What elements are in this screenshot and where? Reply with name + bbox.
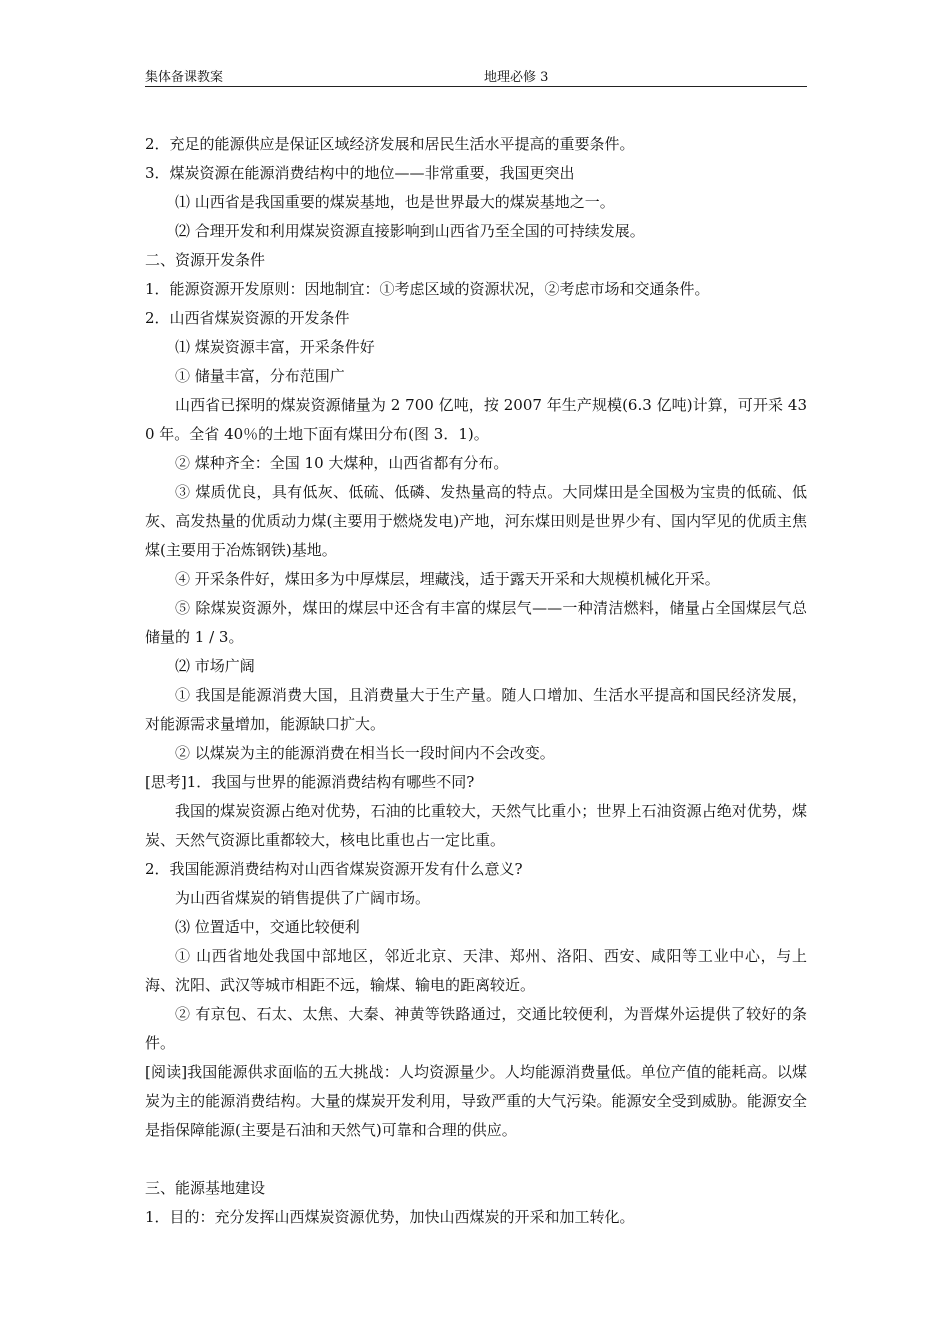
sub-item: ⑴ 煤炭资源丰富，开采条件好 [175,338,375,356]
section-heading: 三、能源基地建设 [145,1179,266,1197]
sub-item: ⑵ 市场广阔 [175,657,255,675]
paragraph: 2．充足的能源供应是保证区域经济发展和居民生活水平提高的重要条件。 [145,135,635,153]
answer: 为山西省煤炭的销售提供了广阔市场。 [175,889,431,907]
paragraph: ③ 煤质优良，具有低灰、低硫、低磷、发热量高的特点。大同煤田是全国极为宝贵的低硫、低灰、高发热量的优质动力煤(主要用于燃烧发电)产地，河东煤田则是世界少有、国内罕见的优质主焦煤(主要用于冶炼钢铁)基地。 [145,483,807,559]
paragraph: 山西省已探明的煤炭资源储量为 2 700 亿吨，按 2007 年生产规模(6.3 亿吨)计算，可开采 430 年。全省 40％的土地下面有煤田分布(图 3．1)。 [145,396,807,443]
paragraph: ② 有京包、石太、太焦、大秦、神黄等铁路通过，交通比较便利，为晋煤外运提供了较好的条件。 [145,1005,807,1052]
paragraph: 1．目的：充分发挥山西煤炭资源优势，加快山西煤炭的开采和加工转化。 [145,1208,635,1226]
paragraph: 1．能源资源开发原则：因地制宜：①考虑区域的资源状况，②考虑市场和交通条件。 [145,280,710,298]
reading-paragraph: [阅读]我国能源供求面临的五大挑战：人均资源量少。人均能源消费量低。单位产值的能耗高。以煤炭为主的能源消费结构。大量的煤炭开发利用，导致严重的大气污染。能源安全受到威胁。能源安全是指保障能源(主要是石油和天然气)可靠和合理的供应。 [145,1063,807,1139]
paragraph: ① 我国是能源消费大国，且消费量大于生产量。随人口增加、生活水平提高和国民经济发展，对能源需求量增加，能源缺口扩大。 [145,686,807,733]
document-body [145,130,807,1232]
sub-item: ② 煤种齐全：全国 10 大煤种，山西省都有分布。 [175,454,509,472]
question: [思考]1．我国与世界的能源消费结构有哪些不同? [145,773,475,791]
sub-item: ② 以煤炭为主的能源消费在相当长一段时间内不会改变。 [175,744,555,762]
header-left-title: 集体备课教案 [145,70,224,85]
header-center-title: 地理必修 3 [484,70,549,85]
sub-item: ⑵ 合理开发和利用煤炭资源直接影响到山西省乃至全国的可持续发展。 [175,222,645,240]
sub-item: ① 储量丰富，分布范围广 [175,367,345,385]
paragraph: 3．煤炭资源在能源消费结构中的地位——非常重要，我国更突出 [145,164,575,182]
paragraph: ⑤ 除煤炭资源外，煤田的煤层中还含有丰富的煤层气——一种清洁燃料，储量占全国煤层气总储量的 1 / 3。 [145,599,807,646]
paragraph: ① 山西省地处我国中部地区，邻近北京、天津、郑州、洛阳、西安、咸阳等工业中心，与上海、沈阳、武汉等城市相距不远，输煤、输电的距离较近。 [145,947,807,994]
sub-item: ⑶ 位置适中，交通比较便利 [175,918,360,936]
sub-item: ⑴ 山西省是我国重要的煤炭基地，也是世界最大的煤炭基地之一。 [175,193,615,211]
page-header [145,66,807,87]
question: 2．我国能源消费结构对山西省煤炭资源开发有什么意义? [145,860,523,878]
answer: 我国的煤炭资源占绝对优势，石油的比重较大，天然气比重小；世界上石油资源占绝对优势，煤炭、天然气资源比重都较大，核电比重也占一定比重。 [145,802,807,849]
blank-line [145,1145,807,1174]
sub-item: ④ 开采条件好，煤田多为中厚煤层，埋藏浅，适于露天开采和大规模机械化开采。 [175,570,720,588]
section-heading: 二、资源开发条件 [145,251,266,269]
paragraph: 2．山西省煤炭资源的开发条件 [145,309,350,327]
